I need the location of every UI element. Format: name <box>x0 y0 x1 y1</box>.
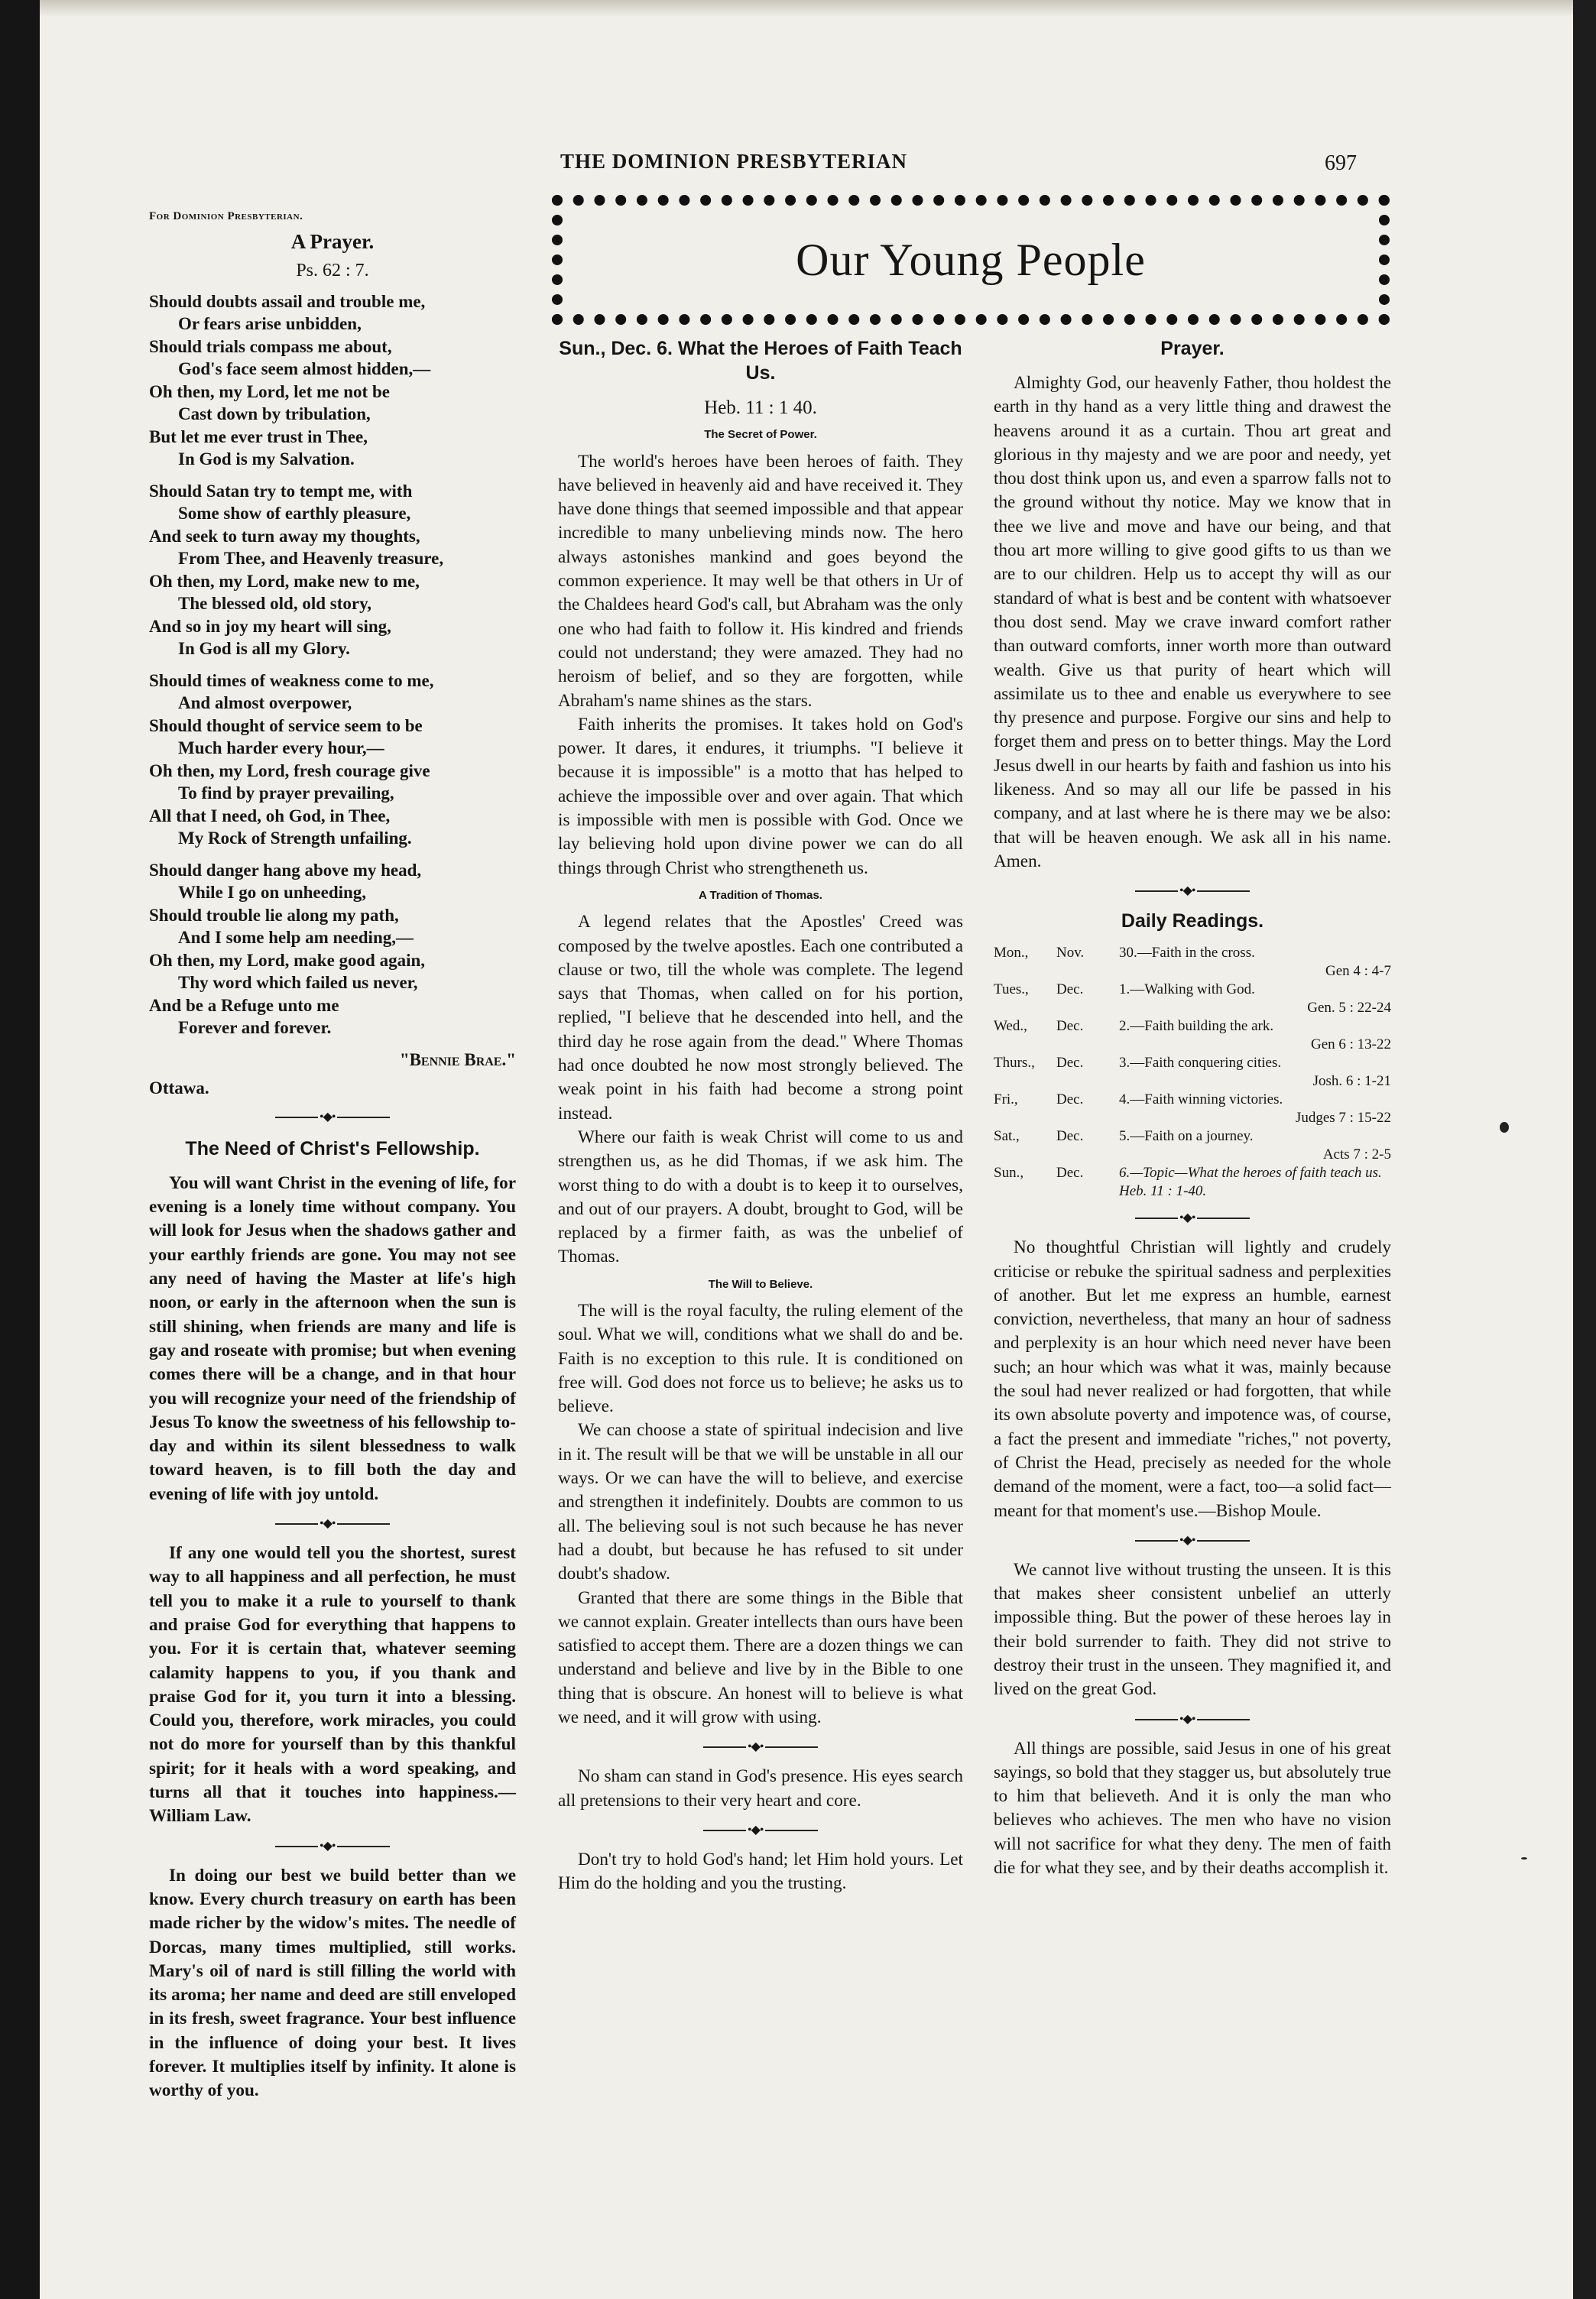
reading-ref: Judges 7 : 15-22 <box>1295 1110 1391 1127</box>
section-divider <box>1135 1213 1250 1224</box>
scan-edge-left <box>0 0 40 2299</box>
reading-ref: Gen. 5 : 22-24 <box>1307 1000 1391 1017</box>
verse-line: And so in joy my heart will sing, <box>149 616 391 636</box>
reading-topic: 6.—Topic—What the heroes of faith teach us. Heb. 11 : 1-40. <box>1119 1165 1382 1200</box>
verse-line: Oh then, my Lord, make good again, <box>149 950 426 970</box>
verse-line: In God is all my Glory. <box>178 639 350 659</box>
verse-line: Should trials compass me about, <box>149 336 392 356</box>
reading-ref: Josh. 6 : 1-21 <box>1312 1073 1391 1090</box>
right-column <box>994 336 1391 1880</box>
verse-line: Cast down by tribulation, <box>178 404 371 424</box>
verse-line: Forever and forever. <box>178 1018 332 1038</box>
verse-line: And be a Refuge unto me <box>149 995 339 1015</box>
lesson-heading: Sun., Dec. 6. What the Heroes of Faith Teach Us. <box>559 338 962 384</box>
verse-line: But let me ever trust in Thee, <box>149 426 368 446</box>
reading-ref: Gen 4 : 4-7 <box>1325 963 1391 980</box>
doing-our-best-paragraph: In doing our best we build better than we know. Every church treasury on earth has been made richer by the widow's mites. The needle of Dorcas, many times multiplied, still works. Mary's oil of nard is still filling the world with its aroma; her name and deed are still enveloped in its fresh, sweet fragrance. Your best influence in the influence of doing your best. It lives forever. It multiplies itself by infinity. It alone is worthy of you. <box>149 1865 516 2101</box>
reading-day: Thurs., <box>994 1055 1035 1072</box>
page-number: 697 <box>1325 151 1357 175</box>
verse-line: Oh then, my Lord, make new to me, <box>149 571 420 591</box>
stanza <box>149 670 516 850</box>
reading-text: 5.—Faith on a journey. Acts 7 : 2-5 <box>1119 1128 1391 1163</box>
verse-line: To find by prayer prevailing, <box>178 783 394 803</box>
reading-row <box>994 1017 1391 1054</box>
reading-row <box>994 1054 1391 1091</box>
verse-line: Should doubts assail and trouble me, <box>149 291 426 311</box>
reading-ref: Acts 7 : 2-5 <box>1322 1146 1391 1163</box>
daily-readings-table <box>994 944 1391 1201</box>
reading-month: Dec. <box>1056 1128 1084 1145</box>
section-divider <box>275 1841 390 1852</box>
section-divider <box>275 1112 390 1123</box>
poem-credit: For Dominion Presbyterian. <box>149 210 303 222</box>
reading-text: 4.—Faith winning victories. Judges 7 : 15-22 <box>1119 1091 1391 1127</box>
verse-line: And seek to turn away my thoughts, <box>149 526 420 546</box>
lesson-paragraph: We can choose a state of spiritual indecision and live in it. The result will be that we will be unstable in all our ways. Or we can have the will to believe, and exercise and strengthen it indefinitely. Doubts are common to us all. The believing soul is not such because he has never had a doubt, but because he has refused to sit under doubt's shadow. <box>558 1420 963 1584</box>
section-divider <box>703 1825 818 1836</box>
verse-line: From Thee, and Heavenly treasure, <box>178 549 444 569</box>
section-divider <box>1135 1535 1250 1546</box>
reading-month: Nov. <box>1056 945 1085 961</box>
reading-row <box>994 1091 1391 1127</box>
reading-row <box>994 1164 1391 1201</box>
verse-line: Or fears arise unbidden, <box>178 314 362 334</box>
reading-row <box>994 981 1391 1017</box>
reading-month: Dec. <box>1056 1055 1084 1072</box>
reading-row <box>994 944 1391 981</box>
scan-edge-right <box>1573 0 1596 2299</box>
banner-title: Our Young People <box>796 234 1146 285</box>
verse-line: Should Satan try to tempt me, with <box>149 481 413 501</box>
tradition-of-thomas-heading: A Tradition of Thomas. <box>699 888 822 902</box>
reading-month: Dec. <box>1056 1165 1084 1182</box>
prayer-paragraph: Almighty God, our heavenly Father, thou holdest the earth in thy hand as a very little thing and drawest the heavens around it as a curtain. Thou art great and glorious in thy majesty and we are poor and needy, yet thou dost think upon us, and even a sparrow falls not to the ground without thy notice. May we know that in thee we live and move and have our being, and that thou art more willing to give good gifts to us than we are to our children. Help us to accept thy will as our standard of what is best and be content with whatsoever thou dost send. May we crave inward comfort rather than outward comforts, inner worth more than outward wealth. Give us that purity of heart which will assimilate us to thee and enable us everywhere to see thy presence and purpose. Forgive our sins and help to forget them and press on to better things. May the Lord Jesus dwell in our hearts by faith and fashion us into his likeness. And so may all our life be passed in his company, and at last where he is there may we be also: that will be heaven enough. We ask all in his name. Amen. <box>994 373 1391 871</box>
verse-line: Should thought of service seem to be <box>149 715 423 735</box>
secret-of-power-heading: The Secret of Power. <box>704 428 817 442</box>
section-divider <box>275 1519 390 1529</box>
reading-day: Tues., <box>994 981 1029 998</box>
section-divider <box>1135 1714 1250 1725</box>
reading-row <box>994 1127 1391 1164</box>
will-to-believe-heading: The Will to Believe. <box>708 1277 813 1291</box>
reading-month: Dec. <box>1056 1091 1084 1108</box>
verse-line: Should danger hang above my head, <box>149 860 422 880</box>
bishop-moule-quote: No thoughtful Christian will lightly and crudely criticise or rebuke the spiritual sadness and perplexities of another. But let me express an humble, earnest conviction, nevertheless, that many an hour of sadness and perplexity is an hour which need never have been such; an hour which was what it was, mainly because the soul had never realized or had forgotten, that while its own absolute poverty and impotence was, of course, a fact the present and immediate "riches," not poverty, of Christ the Head, precisely as needed for the whole demand of the moment, were a fact, too—a solid fact—meant for that moment's use.—Bishop Moule. <box>994 1237 1391 1521</box>
verse-line: The blessed old, old story, <box>178 594 372 614</box>
verse-line: My Rock of Strength unfailing. <box>178 828 412 848</box>
reading-text: 2.—Faith building the ark. Gen 6 : 13-22 <box>1119 1018 1391 1053</box>
reading-text: 1.—Walking with God. Gen. 5 : 22-24 <box>1119 981 1391 1017</box>
verse-line: Oh then, my Lord, fresh courage give <box>149 760 430 780</box>
running-title: THE DOMINION PRESBYTERIAN <box>560 150 908 173</box>
lesson-paragraph: Where our faith is weak Christ will come to us and strengthen us, as he did Thomas, if we ask him. The worst thing to do with a doubt is to keep it to ourselves, and out of our prayers. A doubt, brought to God, will be replaced by a firmer faith, as was the unbelief of Thomas. <box>558 1127 963 1267</box>
no-sham-paragraph: No sham can stand in God's presence. His eyes search all pretensions to their very heart and core. <box>558 1766 963 1811</box>
reading-text: 30.—Faith in the cross. Gen 4 : 4-7 <box>1119 945 1391 980</box>
ink-speck <box>1500 1122 1509 1133</box>
scan-shadow-top <box>40 0 1573 17</box>
all-things-possible-paragraph: All things are possible, said Jesus in one of his great sayings, so bold that they stagger us, but absolutely true to him that believeth. And it is only the man who believes who achieves. The men who have no vision will not sacrifice for what they deny. The men of faith die for what they see, and by their deaths accomplish it. <box>994 1738 1391 1879</box>
verse-line: While I go on unheeding, <box>178 883 367 903</box>
verse-line: All that I need, oh God, in Thee, <box>149 806 391 825</box>
stanza <box>149 290 516 471</box>
verse-line: Should times of weakness come to me, <box>149 670 434 690</box>
reading-month: Dec. <box>1056 981 1084 998</box>
poem-title: A Prayer. <box>290 230 375 254</box>
unseen-paragraph: We cannot live without trusting the unseen. It is this that makes sheer consistent unbelief an utterly impossible thing. But the power of these heroes lay in their bold surrender to faith. They did not strive to destroy their trust in the unseen. They magnified it, and lived on the great God. <box>994 1559 1391 1700</box>
ink-speck <box>1521 1857 1527 1860</box>
section-banner <box>552 195 1390 325</box>
left-column <box>149 205 516 2103</box>
poem-reference: Ps. 62 : 7. <box>296 260 369 280</box>
reading-ref: Gen 6 : 13-22 <box>1310 1036 1391 1053</box>
verse-line: And I some help am needing,— <box>178 928 414 948</box>
daily-readings-heading: Daily Readings. <box>1121 910 1264 932</box>
reading-day: Fri., <box>994 1091 1018 1108</box>
verse-line: In God is my Salvation. <box>178 449 355 469</box>
lesson-reference: Heb. 11 : 1 40. <box>704 397 817 418</box>
reading-day: Mon., <box>994 945 1029 961</box>
fellowship-heading: The Need of Christ's Fellowship. <box>185 1137 480 1159</box>
poem-place: Ottawa. <box>149 1078 209 1098</box>
stanza <box>149 859 516 1039</box>
lesson-paragraph: The world's heroes have been heroes of faith. They have believed in heavenly aid and have received it. They have done things that seemed impossible and that appear incredible to many unbelieving minds now. The hero always astonishes mankind and goes beyond the common experience. It may well be that others in Ur of the Chaldees heard God's call, but Abraham was the only one who had faith to follow it. His kindred and friends could not understand; they were amazed. They had no heroism of belief, and so they are forgotten, while Abraham's name shines as the stars. <box>558 451 963 711</box>
lesson-paragraph: Granted that there are some things in the Bible that we cannot explain. Greater intellects than ours have been satisfied to accept them. There are a dozen things we can understand and believe and live by in the Bible to one thing that is obscure. An honest will to believe is what we need, and it will grow with using. <box>558 1587 963 1728</box>
gods-hand-paragraph: Don't try to hold God's hand; let Him hold yours. Let Him do the holding and you the trusting. <box>558 1849 963 1894</box>
lesson-paragraph: Faith inherits the promises. It takes hold on God's power. It dares, it endures, it triumphs. "I believe it because it is impossible" is a motto that has helped to achieve the impossible over and over again. That which is impossible with men is possible with God. Once we lay believing hold upon divine power we can do all things through Christ who strengtheneth us. <box>558 714 963 878</box>
fellowship-paragraph: You will want Christ in the evening of life, for evening is a lonely time without company. You will look for Jesus when the shadows gather and your earthly friends are gone. You may not see any need of having the Master at life's high noon, or early in the afternoon when the sun is still shining, when friends are many and life is gay and roseate with promise; but when evening comes there will be a change, and in that hour you will recognize your need of the friendship of Jesus To know the sweetness of his fellowship to-day and within its silent blessedness to walk toward heaven, is to fill both the day and evening of life with joy untold. <box>149 1172 516 1504</box>
verse-line: And almost overpower, <box>178 693 352 713</box>
reading-text: 3.—Faith conquering cities. Josh. 6 : 1-21 <box>1119 1055 1391 1090</box>
verse-line: God's face seem almost hidden,— <box>178 359 431 379</box>
poem <box>149 290 516 1100</box>
reading-day: Wed., <box>994 1018 1027 1035</box>
verse-line: Oh then, my Lord, let me not be <box>149 381 390 401</box>
william-law-quote: If any one would tell you the shortest, surest way to all happiness and all perfection, he must tell you to make it a rule to yourself to thank and praise God for everything that happens to you. For it is certain that, whatever seeming calamity happens to you, if you thank and praise God for it, you turn it into a blessing. Could you, therefore, work miracles, you could not do more for yourself than by this thankful spirit; for it heals with a word speaking, and turns all that it touches into happiness.—William Law. <box>149 1543 516 1827</box>
stanza <box>149 480 516 660</box>
middle-column <box>558 336 963 1896</box>
reading-month: Dec. <box>1056 1018 1084 1035</box>
reading-day: Sun., <box>994 1165 1024 1182</box>
section-divider <box>703 1742 818 1753</box>
verse-line: Thy word which failed us never, <box>178 973 418 993</box>
verse-line: Should trouble lie along my path, <box>149 905 399 925</box>
verse-line: Some show of earthly pleasure, <box>178 504 411 524</box>
reading-day: Sat., <box>994 1128 1020 1145</box>
poem-signature: "Bennie Brae." <box>399 1049 516 1069</box>
verse-line: Much harder every hour,— <box>178 738 384 758</box>
section-divider <box>1135 886 1250 897</box>
prayer-heading: Prayer. <box>1160 338 1225 359</box>
lesson-paragraph: The will is the royal faculty, the ruling element of the soul. What we will, conditions what we shall do and be. Faith is no exception to this rule. It is conditioned on free will. God does not force us to believe; he asks us to believe. <box>558 1300 963 1417</box>
lesson-paragraph: A legend relates that the Apostles' Creed was composed by the twelve apostles. Each one contributed a clause or two, till the whole was complete. The legend says that Thomas, when called on for his portion, replied, "I believe that he descended into hell, and the third day he rose again from the dead." Where Thomas had once doubted he now most strongly believed. The weak point in his faith had become a strong point instead. <box>558 912 963 1124</box>
